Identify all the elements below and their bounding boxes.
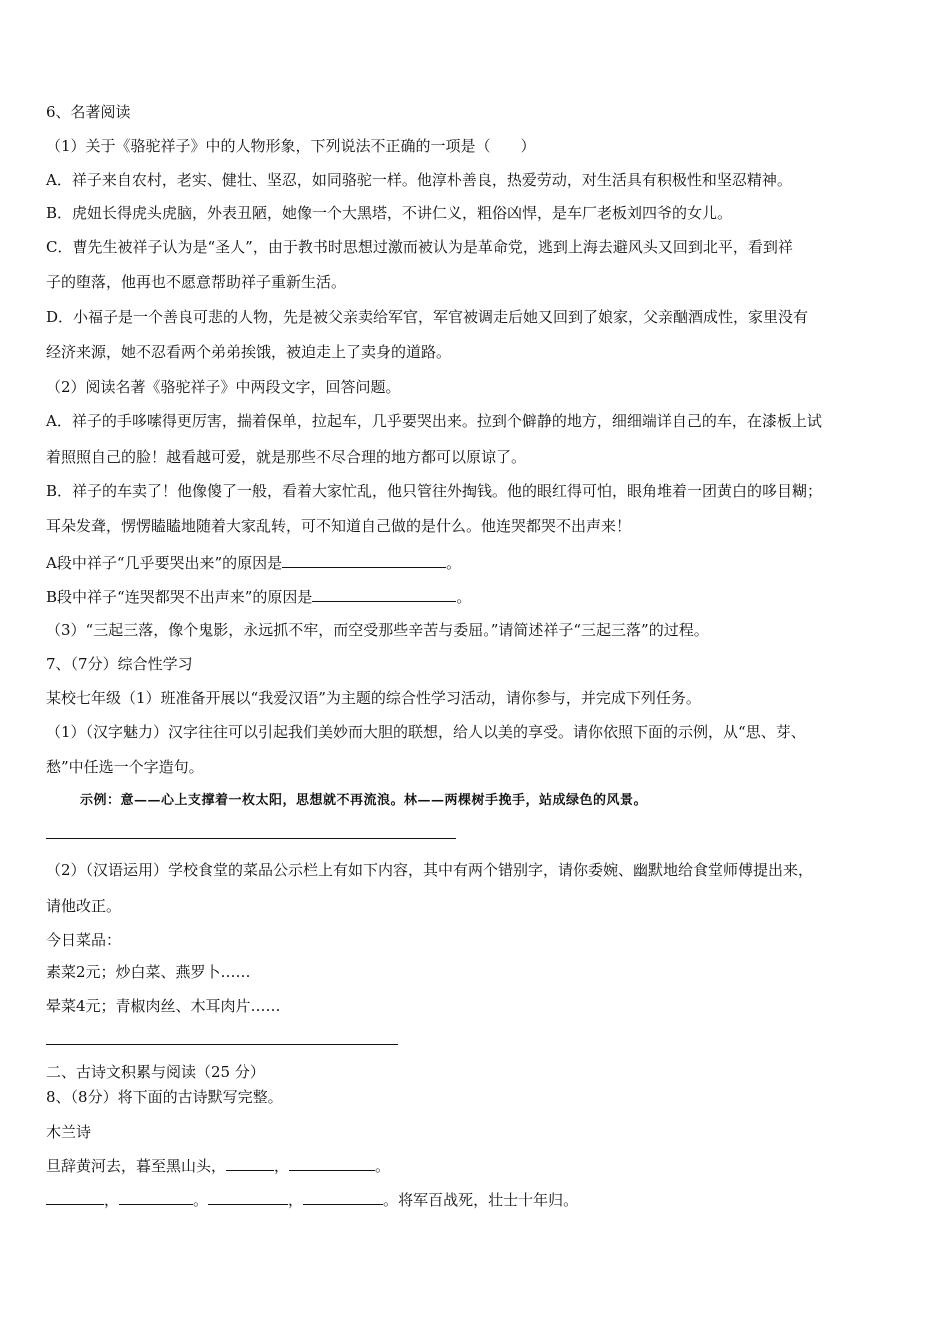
q6-passage-a-line1: A．祥子的手哆嗦得更厉害，揣着保单，拉起车，几乎要哭出来。拉到个僻静的地方，细细端详自己的车，在漆板上试 bbox=[46, 412, 822, 430]
answer-blank-b[interactable] bbox=[312, 587, 456, 602]
q8-line1-text: 旦辞黄河去，暮至黑山头， bbox=[46, 1157, 227, 1175]
q6-sub1-prompt: （1）关于《骆驼祥子》中的人物形象，下列说法不正确的一项是（ ） bbox=[46, 137, 536, 155]
poem-blank-1[interactable] bbox=[226, 1156, 274, 1171]
q7-sub1-line2: 愁”中任选一个字造句。 bbox=[46, 758, 204, 776]
q6-question-b-text: B段中祥子“连哭都哭不出声来”的原因是 bbox=[46, 588, 313, 606]
q6-option-d-line2: 经济来源，她不忍看两个弟弟挨饿，被迫走上了卖身的道路。 bbox=[46, 343, 452, 361]
poem-blank-3[interactable] bbox=[46, 1190, 104, 1205]
q7-sub1-line1: （1）（汉字魅力）汉字往往可以引起我们美妙而大胆的联想，给人以美的享受。请你依照下面的示例，从“思、芽、 bbox=[46, 723, 806, 741]
q8-line2-end: 将军百战死，壮士十年归。 bbox=[398, 1191, 579, 1209]
q6-heading: 6、名著阅读 bbox=[46, 103, 131, 121]
answer-blank-a[interactable] bbox=[282, 553, 446, 568]
q8-line1-period: 。 bbox=[375, 1157, 391, 1175]
answer-line-q7-2[interactable] bbox=[46, 1044, 398, 1045]
poem-blank-6[interactable] bbox=[303, 1190, 383, 1205]
q6-option-b: B．虎妞长得虎头虎脑，外表丑陋，她像一个大黑塔，不讲仁义，粗俗凶悍，是车厂老板刘四爷的女儿。 bbox=[46, 204, 733, 222]
q7-example: 示例：意——心上支撑着一枚太阳，思想就不再流浪。林——两棵树手挽手，站成绿色的风景。 bbox=[80, 793, 648, 808]
poem-blank-2[interactable] bbox=[289, 1156, 375, 1171]
q7-menu-meat: 晕菜4元；青椒肉丝、木耳肉片…… bbox=[46, 997, 281, 1015]
q8-poem-line1 bbox=[46, 1156, 390, 1176]
q6-passage-b-line2: 耳朵发聋，愣愣瞌瞌地随着大家乱转，可不知道自己做的是什么。他连哭都哭不出声来！ bbox=[46, 517, 632, 535]
q6-sub3: （3）“三起三落，像个鬼影，永远抓不牢，而空受那些辛苦与委屈。”请简述祥子“三起三落”的过程。 bbox=[46, 621, 709, 639]
q7-heading: 7、（7分）综合性学习 bbox=[46, 655, 193, 673]
q6-sub2-prompt: （2）阅读名著《骆驼祥子》中两段文字，回答问题。 bbox=[46, 378, 401, 396]
q7-sub2-line1: （2）（汉语运用）学校食堂的菜品公示栏上有如下内容，其中有两个错别字，请你委婉、幽默地给食堂师傅提出来， bbox=[46, 861, 814, 879]
q8-heading: 8、（8分）将下面的古诗默写完整。 bbox=[46, 1088, 283, 1106]
q8-poem-title: 木兰诗 bbox=[46, 1123, 92, 1141]
poem-blank-5[interactable] bbox=[208, 1190, 288, 1205]
q6-option-c-line1: C．曹先生被祥子认为是“圣人”，由于教书时思想过激而被认为是革命党，逃到上海去避风头又回到北平，看到祥 bbox=[46, 238, 793, 256]
q7-intro: 某校七年级（1）班准备开展以“我爱汉语”为主题的综合性学习活动，请你参与，并完成下列任务。 bbox=[46, 689, 701, 707]
q6-question-b bbox=[46, 587, 471, 607]
q8-line1-comma: ， bbox=[274, 1157, 290, 1175]
q6-option-c-line2: 子的堕落，他再也不愿意帮助祥子重新生活。 bbox=[46, 273, 347, 291]
q8-poem-line2 bbox=[46, 1190, 578, 1210]
q6-passage-b-line1: B．祥子的车卖了！他像傻了一般，看着大家忙乱，他只管往外掏钱。他的眼红得可怕，眼角堆着一团黄白的哆目糊； bbox=[46, 482, 823, 500]
q7-sub2-line2: 请他改正。 bbox=[46, 897, 122, 915]
q8-line2-period1: 。 bbox=[193, 1191, 209, 1209]
section2-heading: 二、古诗文积累与阅读（25 分） bbox=[46, 1063, 265, 1081]
q7-menu-title: 今日菜品： bbox=[46, 931, 122, 949]
q6-question-a-period: 。 bbox=[446, 554, 462, 572]
q6-option-d-line1: D．小福子是一个善良可悲的人物，先是被父亲卖给军官，军官被调走后她又回到了娘家，父亲酗酒成性，家里没有 bbox=[46, 308, 809, 326]
q6-passage-a-line2: 着照照自己的脸！越看越可爱，就是那些不尽合理的地方都可以原谅了。 bbox=[46, 448, 527, 466]
q6-question-a-text: A段中祥子“几乎要哭出来”的原因是 bbox=[46, 554, 283, 572]
q8-line2-comma2: ， bbox=[288, 1191, 304, 1209]
poem-blank-4[interactable] bbox=[119, 1190, 193, 1205]
q6-question-b-period: 。 bbox=[456, 588, 472, 606]
q7-menu-veg: 素菜2元；炒白菜、燕罗卜…… bbox=[46, 963, 251, 981]
q6-option-a: A．祥子来自农村，老实、健壮、坚忍，如同骆驼一样。他淳朴善良，热爱劳动，对生活具有积极性和坚忍精神。 bbox=[46, 171, 792, 189]
answer-line-q7-1[interactable] bbox=[46, 838, 456, 839]
q8-line2-period2: 。 bbox=[383, 1191, 399, 1209]
q8-line2-comma1: ， bbox=[104, 1191, 120, 1209]
q6-question-a bbox=[46, 553, 461, 573]
